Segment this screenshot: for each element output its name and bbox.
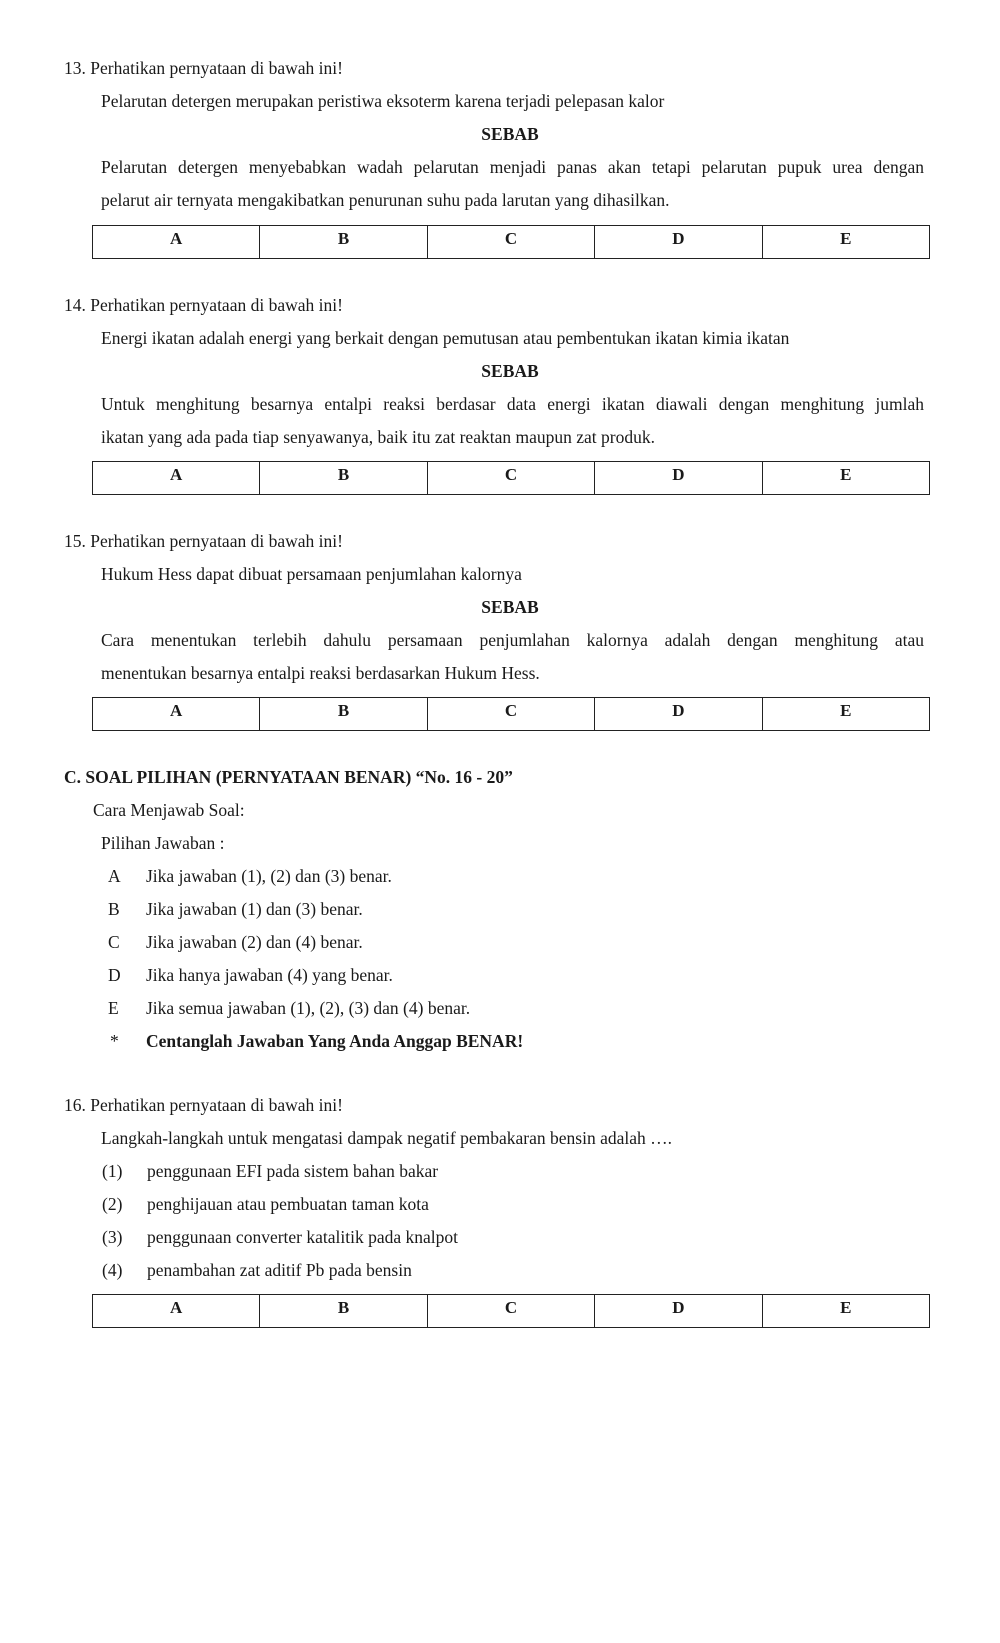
q16-item-num-3: (3): [102, 1227, 123, 1247]
q16-item-text-2: penghijauan atau pembuatan taman kota: [147, 1194, 429, 1214]
section-c-heading: C. SOAL PILIHAN (PERNYATAAN BENAR) “No. 16 - 20”: [64, 767, 513, 787]
q13-option-c[interactable]: C: [427, 226, 594, 259]
q16-item-text-3: penggunaan converter katalitik pada knalpot: [147, 1227, 458, 1247]
q14-statement: Energi ikatan adalah energi yang berkait dengan pemutusan atau pembentukan ikatan kimia ikatan: [101, 328, 790, 348]
q16-answer-table: [92, 1294, 930, 1328]
note-text: Centanglah Jawaban Yang Anda Anggap BENAR!: [146, 1031, 524, 1051]
q14-reason-line1: Untuk menghitung besarnya entalpi reaksi berdasar data energi ikatan diawali dengan menghitung jumlah: [101, 394, 924, 414]
q16-option-e[interactable]: E: [762, 1295, 929, 1328]
q14-option-d[interactable]: D: [595, 462, 762, 495]
q15-option-d[interactable]: D: [595, 698, 762, 731]
q13-answer-table: [92, 225, 930, 259]
q16-option-a[interactable]: A: [93, 1295, 260, 1328]
q16-option-d[interactable]: D: [595, 1295, 762, 1328]
q16-option-b[interactable]: B: [260, 1295, 427, 1328]
choice-letter-c: C: [108, 932, 120, 952]
q13-option-a[interactable]: A: [93, 226, 260, 259]
choice-letter-a: A: [108, 866, 121, 886]
q13-option-e[interactable]: E: [762, 226, 929, 259]
q15-option-a[interactable]: A: [93, 698, 260, 731]
q15-reason-line1: Cara menentukan terlebih dahulu persamaan penjumlahan kalornya adalah dengan menghitung atau: [101, 630, 924, 650]
q16-item-text-1: penggunaan EFI pada sistem bahan bakar: [147, 1161, 439, 1181]
q15-reason-line2: menentukan besarnya entalpi reaksi berdasarkan Hukum Hess.: [101, 663, 540, 683]
choice-text-d: Jika hanya jawaban (4) yang benar.: [146, 965, 393, 985]
choice-text-b: Jika jawaban (1) dan (3) benar.: [146, 899, 363, 919]
q16-item-num-2: (2): [102, 1194, 123, 1214]
q14-reason-line2: ikatan yang ada pada tiap senyawanya, baik itu zat reaktan maupun zat produk.: [101, 427, 655, 447]
q15-statement: Hukum Hess dapat dibuat persamaan penjumlahan kalornya: [101, 564, 522, 584]
choice-text-e: Jika semua jawaban (1), (2), (3) dan (4) benar.: [146, 998, 471, 1018]
note-asterisk: *: [110, 1031, 119, 1051]
q16-option-c[interactable]: C: [427, 1295, 594, 1328]
q14-option-e[interactable]: E: [762, 462, 929, 495]
choice-letter-d: D: [108, 965, 121, 985]
q13-statement: Pelarutan detergen merupakan peristiwa eksoterm karena terjadi pelepasan kalor: [101, 91, 665, 111]
q15-answer-table: [92, 697, 930, 731]
q16-statement: Langkah-langkah untuk mengatasi dampak negatif pembakaran bensin adalah ….: [101, 1128, 672, 1148]
q15-title: 15. Perhatikan pernyataan di bawah ini!: [64, 531, 343, 551]
q15-option-e[interactable]: E: [762, 698, 929, 731]
choice-text-c: Jika jawaban (2) dan (4) benar.: [146, 932, 363, 952]
section-c-how-to: Cara Menjawab Soal:: [93, 800, 245, 820]
q13-reason-line2: pelarut air ternyata mengakibatkan penurunan suhu pada larutan yang dihasilkan.: [101, 190, 670, 210]
q15-sebab: SEBAB: [481, 597, 539, 617]
choice-text-a: Jika jawaban (1), (2) dan (3) benar.: [146, 866, 392, 886]
choice-letter-e: E: [108, 998, 119, 1018]
q14-option-c[interactable]: C: [427, 462, 594, 495]
section-c-choices-label: Pilihan Jawaban :: [101, 833, 225, 853]
q13-reason-line1: Pelarutan detergen menyebabkan wadah pelarutan menjadi panas akan tetapi pelarutan pupuk urea dengan: [101, 157, 924, 177]
q13-sebab: SEBAB: [481, 124, 539, 144]
q14-sebab: SEBAB: [481, 361, 539, 381]
q14-answer-table: [92, 461, 930, 495]
choice-letter-b: B: [108, 899, 120, 919]
q13-option-b[interactable]: B: [260, 226, 427, 259]
q13-option-d[interactable]: D: [595, 226, 762, 259]
q16-item-num-4: (4): [102, 1260, 123, 1280]
q16-title: 16. Perhatikan pernyataan di bawah ini!: [64, 1095, 343, 1115]
q16-item-num-1: (1): [102, 1161, 123, 1181]
q14-option-b[interactable]: B: [260, 462, 427, 495]
q14-title: 14. Perhatikan pernyataan di bawah ini!: [64, 295, 343, 315]
q15-option-c[interactable]: C: [427, 698, 594, 731]
q14-option-a[interactable]: A: [93, 462, 260, 495]
q16-item-text-4: penambahan zat aditif Pb pada bensin: [147, 1260, 412, 1280]
q15-option-b[interactable]: B: [260, 698, 427, 731]
q13-title: 13. Perhatikan pernyataan di bawah ini!: [64, 58, 343, 78]
